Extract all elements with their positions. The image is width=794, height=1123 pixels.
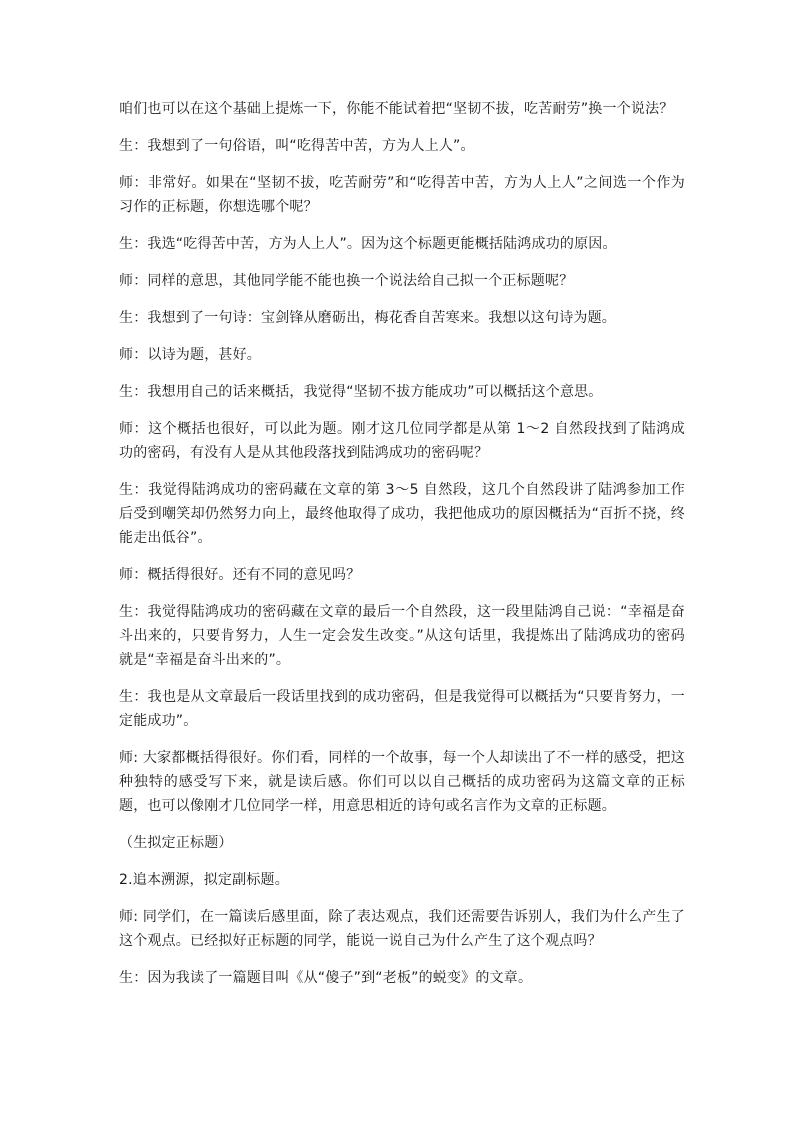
paragraph-7: 师：以诗为题，甚好。	[119, 347, 261, 363]
paragraph-3: 师：非常好。如果在“坚韧不拔，吃苦耐劳”和“吃得苦中苦，方为人上人”之间选一个作为习作的正标题，你想选哪个呢？	[119, 175, 685, 215]
paragraph-4: 生：我选“吃得苦中苦，方为人上人”。因为这个标题更能概括陆鸿成功的原因。	[119, 236, 617, 252]
paragraph-15: （生拟定正标题）	[119, 835, 233, 851]
paragraph-1: 咱们也可以在这个基础上提炼一下，你能不能试着把“坚韧不拔，吃苦耐劳”换一个说法？	[119, 101, 674, 117]
paragraph-12: 生：我觉得陆鸿成功的密码藏在文章的最后一个自然段，这一段里陆鸿自己说：“幸福是奋斗出来的，只要肯努力，人生一定会发生改变。”从这句话里，我提炼出了陆鸿成功的密码就是“幸福是奋斗出来的”。	[119, 604, 685, 668]
paragraph-5: 师：同样的意思，其他同学能不能也换一个说法给自己拟一个正标题呢？	[119, 273, 574, 289]
paragraph-6: 生：我想到了一句诗：宝剑锋从磨砺出，梅花香自苦寒来。我想以这句诗为题。	[119, 310, 616, 326]
paragraph-11: 师：概括得很好。还有不同的意见吗？	[119, 567, 361, 583]
paragraph-14: 师: 大家都概括得很好。你们看，同样的一个故事，每一个人却读出了不一样的感受，把这种独特的感受写下来，就是读后感。你们可以以自己概括的成功密码为这篇文章的正标题，也可以像刚才几位同学一样，用意思相近的诗句或名言作为文章的正标题。	[119, 750, 685, 814]
paragraph-17: 师: 同学们，在一篇读后感里面，除了表达观点，我们还需要告诉别人，我们为什么产生了这个观点。已经拟好正标题的同学，能说一说自己为什么产生了这个观点吗？	[119, 909, 685, 949]
paragraph-10: 生：我觉得陆鸿成功的密码藏在文章的第 3～5 自然段，这几个自然段讲了陆鸿参加工作后受到嘲笑却仍然努力向上，最终他取得了成功，我把他成功的原因概括为“百折不挠，终能走出低谷”。	[119, 482, 685, 546]
section-heading: 2.追本溯源，拟定副标题。	[119, 872, 289, 888]
paragraph-13: 生：我也是从文章最后一段话里找到的成功密码，但是我觉得可以概括为“只要肯努力，一定能成功”。	[119, 689, 685, 729]
document-body	[119, 97, 685, 1003]
paragraph-8: 生：我想用自己的话来概括，我觉得“坚韧不拔方能成功”可以概括这个意思。	[119, 384, 603, 400]
paragraph-9: 师：这个概括也很好，可以此为题。刚才这几位同学都是从第 1～2 自然段找到了陆鸿成功的密码，有没有人是从其他段落找到陆鸿成功的密码呢？	[119, 421, 685, 461]
paragraph-2: 生：我想到了一句俗语，叫“吃得苦中苦，方为人上人”。	[119, 138, 475, 154]
paragraph-18: 生：因为我读了一篇题目叫《从“傻子”到“老板”的蜕变》的文章。	[119, 970, 533, 986]
